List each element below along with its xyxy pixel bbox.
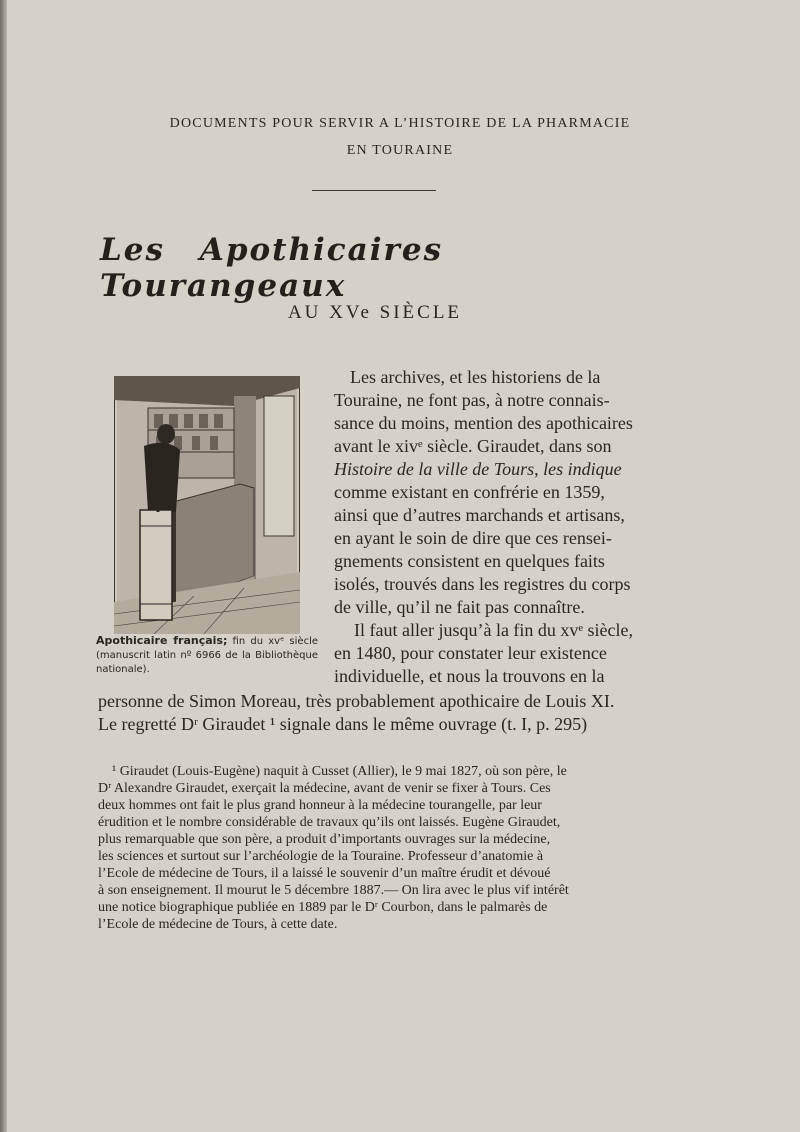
body-line: gnements consistent en quelques faits: [334, 551, 605, 571]
body-line: ainsi que d’autres marchands et artisans,: [334, 505, 625, 525]
footnote-line: érudition et le nombre considérable de travaux qu’ils ont laissés. Eugène Giraudet,: [98, 815, 561, 830]
footnote-line: l’Ecole de médecine de Tours, il a laissé le souvenir d’un maître érudit et dévoué: [98, 866, 551, 881]
body-line: comme existant en confrérie en 1359,: [334, 482, 605, 502]
body-line: de ville, qu’il ne fait pas connaître.: [334, 597, 585, 617]
body-line-full: Le regretté Dʳ Giraudet ¹ signale dans le même ouvrage (t. I, p. 295): [98, 714, 588, 734]
body-line: Histoire de la ville de Tours, les indique: [334, 459, 622, 479]
chapter-title: Les Apothicaires Tourangeaux: [100, 232, 444, 304]
body-line: Les archives, et les historiens de la: [350, 367, 601, 387]
apothecary-engraving-illustration: [114, 376, 300, 634]
body-line-full: personne de Simon Moreau, très probablement apothicaire de Louis XI.: [98, 691, 615, 711]
header-rule: [312, 190, 436, 191]
footnote-line: plus remarquable que son père, a produit d’importants ouvrages sur la médecine,: [98, 832, 551, 847]
body-line: Il faut aller jusqu’à la fin du xvᵉ siècle,: [354, 620, 634, 640]
footnote-line: les sciences et surtout sur l’archéologie de la Touraine. Professeur d’anatomie à: [98, 849, 544, 864]
footnote-line: Dʳ Alexandre Giraudet, exerçait la médecine, avant de venir se fixer à Tours. Ces: [98, 781, 551, 796]
page-edge: [0, 0, 7, 1132]
body-line: isolés, trouvés dans les registres du corps: [334, 574, 631, 594]
body-line: Touraine, ne font pas, à notre connais-: [334, 390, 610, 410]
body-line: avant le xivᵉ siècle. Giraudet, dans son: [334, 436, 612, 456]
footnote-line: l’Ecole de médecine de Tours, à cette date.: [98, 917, 338, 932]
figure-caption: [96, 634, 318, 677]
body-line: en 1480, pour constater leur existence: [334, 643, 607, 663]
footnote-line: une notice biographique publiée en 1889 par le Dʳ Courbon, dans le palmarès de: [98, 900, 548, 915]
body-line: individuelle, et nous la trouvons en la: [334, 666, 605, 686]
body-line: sance du moins, mention des apothicaires: [334, 413, 633, 433]
running-header-line1: DOCUMENTS POUR SERVIR A L’HISTOIRE DE LA PHARMACIE: [169, 116, 631, 131]
footnote-line: ¹ Giraudet (Louis-Eugène) naquit à Cusset (Allier), le 9 mai 1827, où son père, le: [112, 764, 567, 779]
caption-bold-label: Apothicaire français;: [96, 634, 228, 647]
body-line: en ayant le soin de dire que ces rensei-: [334, 528, 612, 548]
running-header-line2: EN TOURAINE: [346, 143, 454, 158]
footnote-line: à son enseignement. Il mourut le 5 décembre 1887.— On lira avec le plus vif intérêt: [98, 883, 569, 898]
chapter-subtitle: AU XVe SIÈCLE: [287, 302, 463, 323]
caption-text: fin du xvᵉ siècle (manuscrit latin nº 6966 de la Bibliothèque nationale).: [96, 636, 318, 675]
apothecary-figure: [96, 376, 318, 682]
footnote-line: deux hommes ont fait le plus grand honneur à la médecine tourangelle, par leur: [98, 798, 542, 813]
